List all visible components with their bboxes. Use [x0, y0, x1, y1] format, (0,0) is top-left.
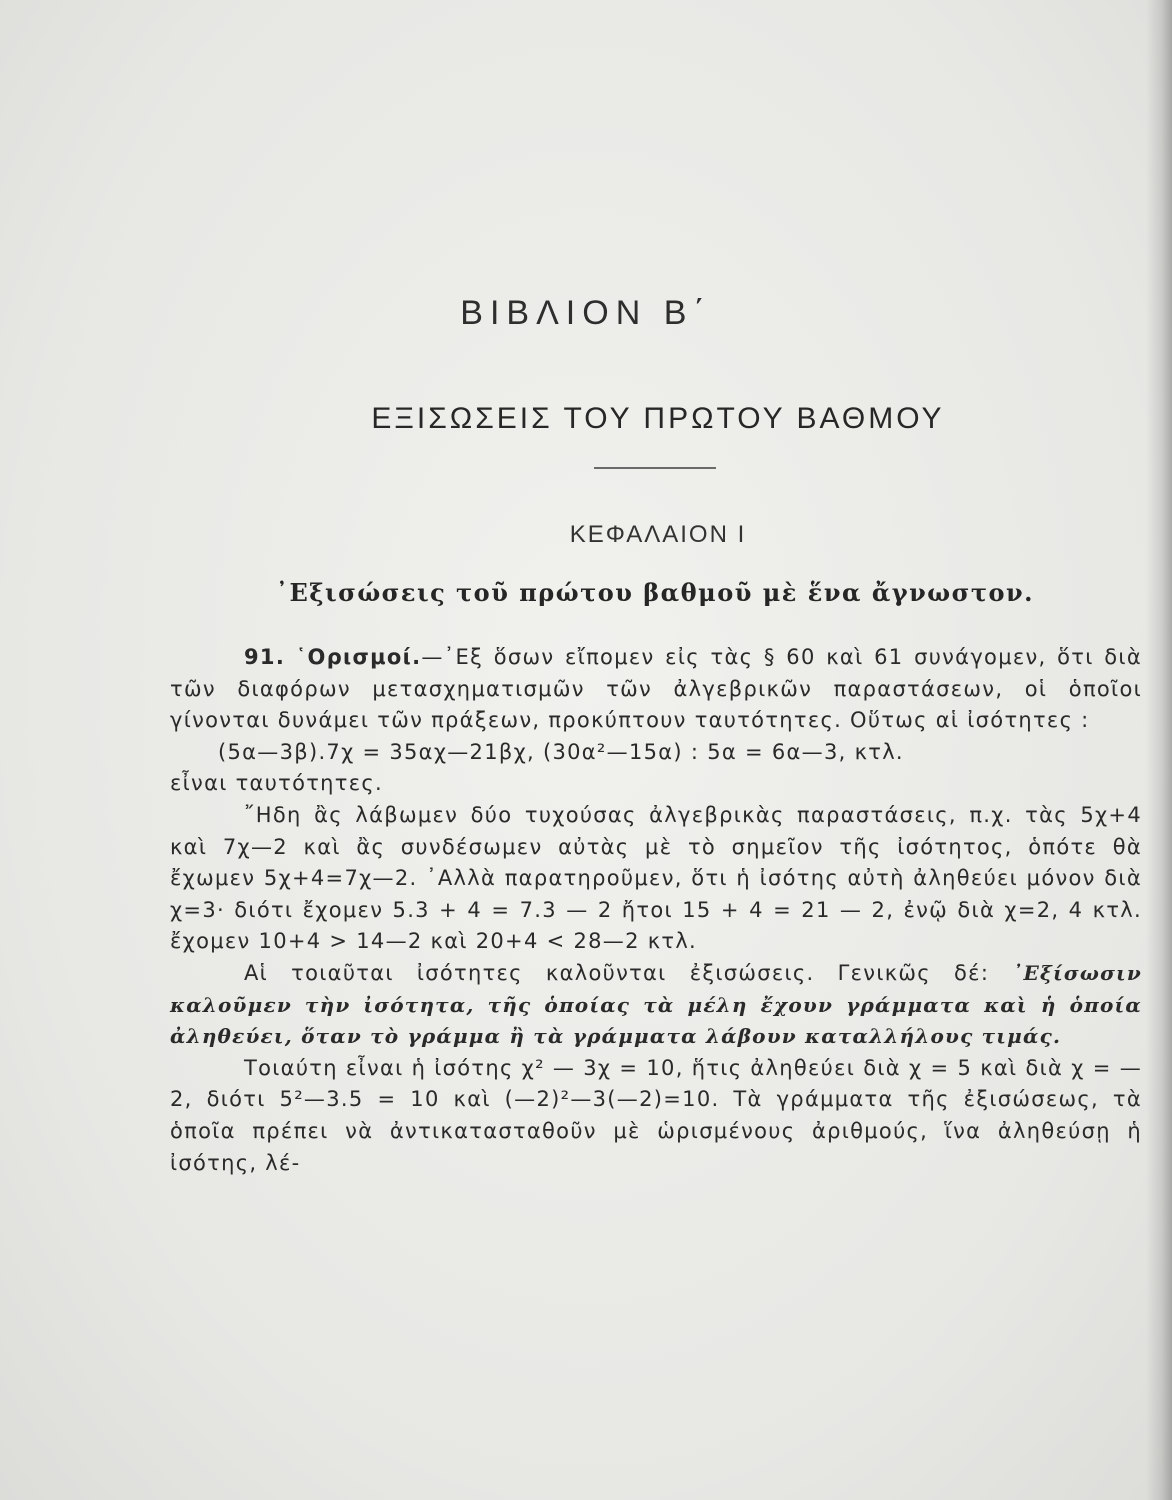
- chapter-subtitle: ᾿Εξισώσεις τοῦ πρώτου βαθμοῦ μὲ ἕνα ἄγνωστον.: [276, 578, 1034, 607]
- chapter-label: ΚΕΦΑΛΑΙΟΝ Ι: [569, 521, 747, 548]
- definition-intro: Αἱ τοιαῦται ἰσότητες καλοῦνται ἐξισώσεις. Γενικῶς δέ:: [244, 960, 990, 985]
- book-title: ΒΙΒΛΙΟΝ Β΄: [460, 294, 712, 332]
- part-title: ΕΞΙΣΩΣΕΙΣ ΤΟΥ ΠΡΩΤΟΥ ΒΑΘΜΟΥ: [371, 402, 945, 435]
- paragraph-after-formula: εἶναι ταυτότητες.: [170, 771, 383, 796]
- definition-text: ᾿Εξίσωσιν καλοῦμεν τὴν ἰσότητα, τῆς ὁποίας τὰ μέλη ἔχουν γράμματα καὶ ἡ ὁποία ἀληθεύει, ὅταν τὸ γράμμα ἢ τὰ γράμματα λάβουν καταλλήλους τιμάς.: [170, 960, 1143, 1049]
- identity-formula: (5α—3β).7χ = 35αχ—21βχ, (30α²—15α) : 5α = 6α—3, κτλ.: [218, 739, 904, 764]
- section-title: ῾Ορισμοί.: [295, 645, 422, 669]
- title-divider: [594, 467, 716, 469]
- paragraph-quadratic-example: Τοιαύτη εἶναι ἡ ἰσότης χ² — 3χ = 10, ἥτις ἀληθεύει διὰ χ = 5 καὶ διὰ χ = —2, διότι 5²—3.5 = 10 καὶ (—2)²—3(—2)=10. Τὰ γράμματα τῆς ἐξισώσεως, τὰ ὁποῖα πρέπει νὰ ἀντικατασταθοῦν μὲ ὡρισμένους ἀριθμούς, ἵνα ἀληθεύσῃ ἡ ἰσότης, λέ-: [170, 1055, 1142, 1175]
- section-number: 91.: [244, 645, 286, 669]
- page-edge-shadow: [1146, 0, 1172, 1500]
- paragraph-intro: [170, 642, 1142, 737]
- body-text: [170, 642, 1142, 1179]
- section-intro: —᾿Εξ ὅσων εἴπομεν εἰς τὰς § 60 καὶ 61 συνάγομεν, ὅτι διὰ τῶν διαφόρων μετασχηματισμῶν τῶν ἀλγεβρικῶν παραστάσεων, οἱ ὁποῖοι γίνονται δυνάμει τῶν πράξεων, προκύπτουν ταυτότητες. Οὕτως αἱ ἰσότητες :: [170, 645, 1142, 733]
- paragraph-example: ῎Ηδη ἂς λάβωμεν δύο τυχούσας ἀλγεβρικὰς παραστάσεις, π.χ. τὰς 5χ+4 καὶ 7χ—2 καὶ ἂς συνδέσωμεν αὐτὰς μὲ τὸ σημεῖον τῆς ἰσότητος, ὁπότε θὰ ἔχωμεν 5χ+4=7χ—2. ᾿Αλλὰ παρατηροῦμεν, ὅτι ἡ ἰσότης αὐτὴ ἀληθεύει μόνον διὰ χ=3· διότι ἔχομεν 5.3 + 4 = 7.3 — 2 ἤτοι 15 + 4 = 21 — 2, ἐνῷ διὰ χ=2, 4 κτλ. ἔχομεν 10+4 > 14—2 καὶ 20+4 < 28—2 κτλ.: [170, 802, 1142, 954]
- paragraph-definition: [170, 958, 1142, 1053]
